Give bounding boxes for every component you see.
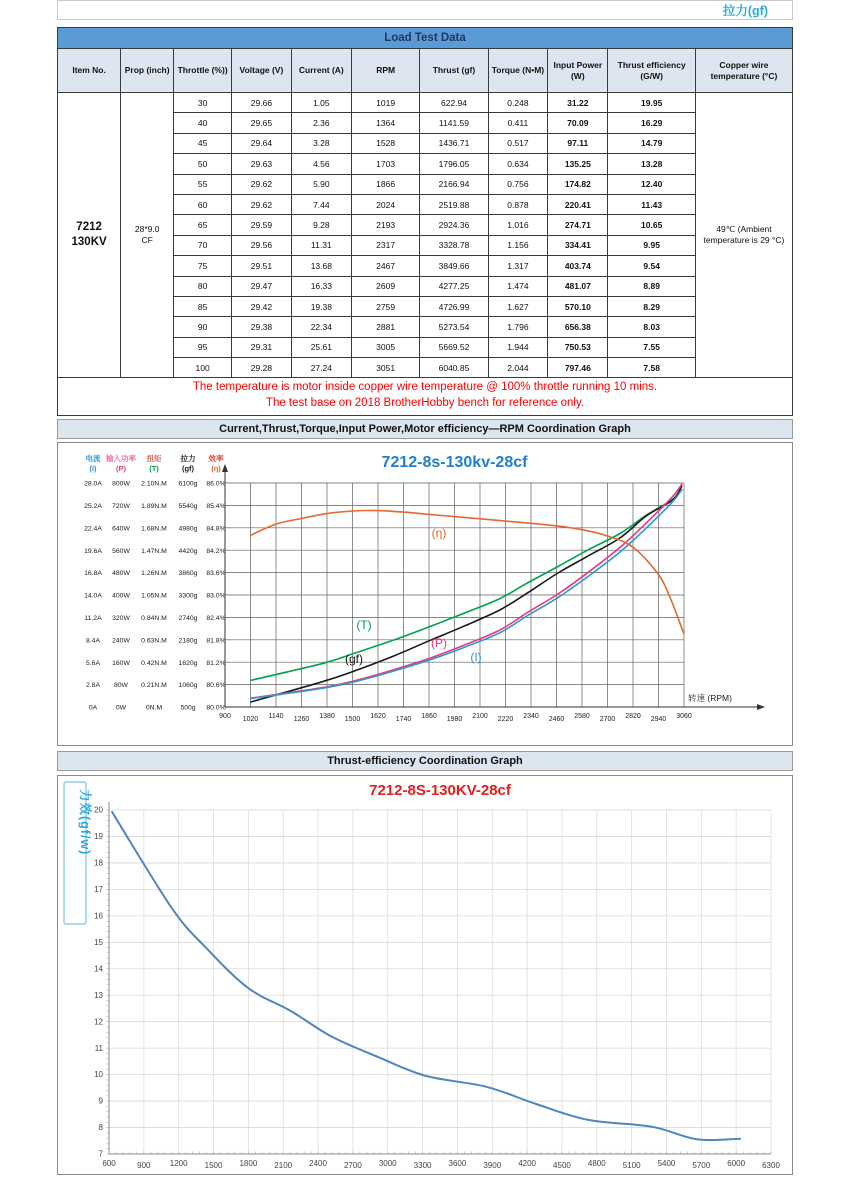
cell-11-7: 8.03 (608, 317, 695, 337)
y-tick-label: 18 (94, 858, 103, 868)
cell-2-0: 45 (174, 133, 232, 153)
axis-tick-label: 6100g (178, 480, 198, 488)
axis-tick-label: 1.89N.M (141, 502, 167, 510)
axis-tick-label: 800W (112, 480, 130, 488)
axis-tick-label: 81.8% (206, 636, 226, 644)
cell-1-2: 2.36 (291, 113, 351, 133)
cell-3-1: 29.63 (232, 154, 292, 174)
cell-2-2: 3.28 (291, 133, 351, 153)
cell-11-1: 29.38 (232, 317, 292, 337)
axis-tick-label: 28.0A (84, 480, 102, 488)
x-tick-label: 2400 (309, 1158, 327, 1168)
cell-0-4: 622.94 (420, 93, 488, 113)
column-header-8: Input Power (W) (548, 49, 608, 93)
axis-tick-label: 2180g (178, 636, 198, 644)
x-tick-label: 1800 (239, 1158, 258, 1168)
cell-2-1: 29.64 (232, 133, 292, 153)
axis-tick-label: 160W (112, 659, 130, 667)
cell-4-1: 29.62 (232, 174, 292, 194)
axis-tick-label: 0.21N.M (141, 681, 167, 689)
axis-tick-label: 25.2A (84, 502, 102, 510)
thrust-efficiency-curve (112, 811, 741, 1140)
axis-tick-label: 81.2% (206, 659, 226, 667)
x-tick-label: 4500 (553, 1160, 571, 1170)
y-tick-label: 20 (94, 805, 103, 815)
copper-temp-cell: 49℃ (Ambient temperature is 29 °C) (695, 93, 792, 378)
axis-tick-label: 3860g (178, 569, 198, 577)
cell-7-7: 9.95 (608, 235, 695, 255)
item-no-cell (58, 93, 121, 378)
series-curve-I (250, 489, 682, 698)
x-tick-label: 1200 (169, 1158, 188, 1168)
prop-cell (121, 93, 174, 378)
cell-4-3: 1866 (351, 174, 419, 194)
x-tick-label: 2700 (343, 1160, 362, 1170)
cell-6-3: 2193 (351, 215, 419, 235)
x-tick-label: 5700 (692, 1160, 711, 1170)
cell-3-3: 1703 (351, 154, 419, 174)
column-header-3: Voltage (V) (232, 49, 292, 93)
cell-1-1: 29.65 (232, 113, 292, 133)
curve-label-(I): (I) (470, 649, 482, 664)
axis-tick-label: 0.84N.M (141, 614, 167, 622)
x-tick-label: 1500 (204, 1160, 223, 1170)
cell-5-2: 7.44 (291, 194, 351, 214)
axis-tick-label: 16.8A (84, 569, 102, 577)
cell-0-5: 0.248 (488, 93, 548, 113)
cell-7-1: 29.56 (232, 235, 292, 255)
prop-line: CF (141, 235, 153, 246)
axis-tick-label: 560W (112, 547, 130, 555)
cell-5-5: 0.878 (488, 194, 548, 214)
temperature-note (57, 378, 793, 415)
cell-6-4: 2924.36 (420, 215, 488, 235)
cell-1-7: 16.29 (608, 113, 695, 133)
cell-7-4: 3328.78 (420, 235, 488, 255)
cell-9-5: 1.474 (488, 276, 548, 296)
cell-8-6: 403.74 (548, 256, 608, 276)
cell-5-1: 29.62 (232, 194, 292, 214)
y-axis-arrow-icon (222, 464, 228, 472)
cell-3-7: 13.28 (608, 154, 695, 174)
y-tick-label: 7 (98, 1149, 103, 1159)
x-tick-label: 2340 (523, 712, 539, 720)
x-tick-label: 3600 (448, 1158, 467, 1168)
x-tick-label: 1500 (344, 715, 361, 723)
curve-label-(η): (η) (431, 525, 447, 540)
note-line-2: The test base on 2018 BrotherHobby bench for reference only. (265, 396, 585, 409)
x-tick-label: 1860 (421, 712, 437, 720)
column-header-5: RPM (351, 49, 419, 93)
axis-tick-label: 80.0% (206, 704, 226, 712)
cell-12-0: 95 (174, 337, 232, 357)
axis-tick-label: 3300g (178, 592, 198, 600)
cell-5-3: 2024 (351, 194, 419, 214)
x-tick-label: 1020 (242, 715, 259, 723)
axis-tick-label: 640W (112, 524, 130, 532)
table-row (58, 93, 793, 113)
y-tick-label: 9 (98, 1096, 103, 1106)
axis-col-symbol: (I) (89, 463, 97, 473)
axis-tick-label: 0W (115, 704, 127, 712)
x-tick-label: 4200 (518, 1158, 537, 1168)
y-tick-label: 16 (94, 910, 103, 920)
cell-9-4: 4277.25 (420, 276, 488, 296)
cell-8-1: 29.51 (232, 256, 292, 276)
axis-tick-label: 500g (180, 704, 196, 712)
cell-5-7: 11.43 (608, 194, 695, 214)
x-tick-label: 5100 (622, 1160, 641, 1170)
axis-tick-label: 83.0% (206, 592, 226, 600)
cell-6-6: 274.71 (548, 215, 608, 235)
axis-tick-label: 720W (112, 502, 130, 510)
cell-12-5: 1.944 (488, 337, 548, 357)
cell-10-0: 85 (174, 296, 232, 316)
x-tick-label: 2580 (574, 712, 590, 720)
axis-tick-label: 0.42N.M (141, 659, 167, 667)
cell-7-3: 2317 (351, 235, 419, 255)
cell-10-3: 2759 (351, 296, 419, 316)
cell-3-6: 135.25 (548, 154, 608, 174)
cell-7-6: 334.41 (548, 235, 608, 255)
y-tick-label: 19 (94, 831, 103, 841)
cell-5-6: 220.41 (548, 194, 608, 214)
x-tick-label: 2460 (548, 715, 565, 723)
cell-11-2: 22.34 (291, 317, 351, 337)
x-tick-label: 900 (137, 1160, 151, 1170)
axis-tick-label: 1.47N.M (141, 547, 167, 555)
cell-13-3: 3051 (351, 358, 419, 378)
axis-tick-label: 1.05N.M (141, 592, 167, 600)
axis-tick-label: 0A (88, 704, 98, 712)
table-title: Load Test Data (58, 28, 793, 49)
x-tick-label: 6000 (727, 1158, 746, 1168)
column-header-9: Thrust efficiency (G/W) (608, 49, 695, 93)
cell-4-0: 55 (174, 174, 232, 194)
cell-10-1: 29.42 (232, 296, 292, 316)
cell-1-3: 1364 (351, 113, 419, 133)
cell-13-7: 7.58 (608, 358, 695, 378)
x-axis-arrow-icon (757, 704, 765, 710)
axis-tick-label: 22.4A (84, 524, 102, 532)
x-tick-label: 600 (102, 1158, 116, 1168)
item-no-line: 7212 (76, 221, 102, 234)
axis-tick-label: 4420g (178, 547, 198, 555)
cell-11-0: 90 (174, 317, 232, 337)
cell-1-0: 40 (174, 113, 232, 133)
axis-tick-label: 2740g (178, 614, 198, 622)
cell-13-2: 27.24 (291, 358, 351, 378)
chart1-box (57, 442, 793, 746)
column-header-2: Throttle (%)) (174, 49, 232, 93)
top-strip (57, 0, 793, 20)
note-line-1: The temperature is motor inside copper wire temperature @ 100% throttle running 10 mins. (192, 381, 658, 394)
cell-13-5: 2.044 (488, 358, 548, 378)
cell-9-0: 80 (174, 276, 232, 296)
y-tick-label: 12 (94, 1016, 103, 1026)
chart2-title: 7212-8S-130KV-28cf (369, 781, 511, 799)
x-tick-label: 900 (219, 712, 231, 720)
y-tick-label: 8 (98, 1122, 103, 1132)
column-header-6: Thrust (gf) (420, 49, 488, 93)
axis-col-symbol: (P) (116, 463, 126, 473)
cell-13-4: 6040.85 (420, 358, 488, 378)
cell-3-2: 4.56 (291, 154, 351, 174)
cell-12-1: 29.31 (232, 337, 292, 357)
cell-4-6: 174.82 (548, 174, 608, 194)
chart1-title: 7212-8s-130kv-28cf (381, 453, 528, 471)
x-tick-label: 1980 (446, 715, 463, 723)
axis-tick-label: 11.2A (84, 614, 102, 622)
x-tick-label: 4800 (587, 1158, 606, 1168)
axis-tick-label: 0N.M (145, 704, 163, 712)
cell-13-0: 100 (174, 358, 232, 378)
axis-tick-label: 320W (112, 614, 130, 622)
cell-0-2: 1.05 (291, 93, 351, 113)
axis-tick-label: 240W (112, 636, 130, 644)
x-tick-label: 1260 (293, 715, 310, 723)
column-header-7: Torque (N•M) (488, 49, 548, 93)
axis-tick-label: 1.68N.M (141, 524, 167, 532)
axis-tick-label: 80W (114, 681, 128, 689)
cell-9-3: 2609 (351, 276, 419, 296)
y-axis-label: 力效(gf/w) (78, 788, 92, 855)
x-tick-label: 6300 (762, 1160, 780, 1170)
x-tick-label: 2700 (599, 715, 616, 723)
x-tick-label: 2100 (274, 1160, 293, 1170)
cell-12-6: 750.53 (548, 337, 608, 357)
cell-9-1: 29.47 (232, 276, 292, 296)
cell-1-5: 0.411 (488, 113, 548, 133)
axis-tick-label: 19.6A (84, 547, 102, 555)
cell-2-3: 1528 (351, 133, 419, 153)
cell-3-4: 1796.05 (420, 154, 488, 174)
cell-6-7: 10.65 (608, 215, 695, 235)
axis-tick-label: 84.2% (206, 547, 226, 555)
curve-label-(gf): (gf) (345, 651, 363, 666)
axis-tick-label: 8.4A (86, 636, 100, 644)
cell-11-4: 5273.54 (420, 317, 488, 337)
x-tick-label: 2940 (650, 715, 667, 723)
cell-12-4: 5669.52 (420, 337, 488, 357)
cell-4-4: 2166.94 (420, 174, 488, 194)
axis-col-name: 电流 (85, 453, 101, 463)
axis-col-name: 扭矩 (146, 453, 162, 463)
x-tick-label: 3300 (413, 1160, 432, 1170)
cell-2-7: 14.79 (608, 133, 695, 153)
axis-tick-label: 2.8A (86, 681, 100, 689)
cell-4-7: 12.40 (608, 174, 695, 194)
cell-10-7: 8.29 (608, 296, 695, 316)
y-tick-label: 13 (94, 990, 103, 1000)
axis-col-name: 效率 (208, 453, 224, 463)
x-tick-label: 3900 (483, 1160, 502, 1170)
thrust-efficiency-chart (58, 776, 792, 1174)
axis-tick-label: 5540g (178, 502, 198, 510)
y-tick-label: 11 (94, 1043, 103, 1053)
axis-col-name: 输入功率 (106, 453, 136, 463)
x-tick-label: 1620 (370, 712, 386, 720)
cell-0-0: 30 (174, 93, 232, 113)
cell-7-5: 1.156 (488, 235, 548, 255)
cell-0-1: 29.66 (232, 93, 292, 113)
datasheet-page (57, 0, 793, 1175)
cell-2-4: 1436.71 (420, 133, 488, 153)
cell-8-4: 3849.66 (420, 256, 488, 276)
cell-10-2: 19.38 (291, 296, 351, 316)
cell-10-6: 570.10 (548, 296, 608, 316)
axis-col-symbol: (gf) (181, 463, 195, 473)
cell-2-5: 0.517 (488, 133, 548, 153)
cell-11-3: 2881 (351, 317, 419, 337)
axis-tick-label: 2.10N.M (141, 480, 167, 488)
cell-3-5: 0.634 (488, 154, 548, 174)
cell-8-5: 1.317 (488, 256, 548, 276)
cell-10-4: 4726.99 (420, 296, 488, 316)
cell-8-7: 9.54 (608, 256, 695, 276)
chart2-box (57, 775, 793, 1175)
column-header-1: Prop (inch) (121, 49, 174, 93)
cell-1-6: 70.09 (548, 113, 608, 133)
axis-tick-label: 80.6% (206, 681, 226, 689)
section-header-thrust-efficiency: Thrust-efficiency Coordination Graph (57, 751, 793, 771)
top-strip-thrust-label: 拉力(gf) (722, 4, 768, 18)
y-tick-label: 10 (94, 1069, 103, 1079)
section-header-coordination-graph: Current,Thrust,Torque,Input Power,Motor efficiency—RPM Coordination Graph (57, 419, 793, 439)
axis-tick-label: 83.6% (206, 569, 226, 577)
cell-6-1: 29.59 (232, 215, 292, 235)
cell-10-5: 1.627 (488, 296, 548, 316)
x-tick-label: 2220 (497, 715, 514, 723)
cell-0-3: 1019 (351, 93, 419, 113)
cell-0-7: 19.95 (608, 93, 695, 113)
x-tick-label: 2820 (625, 712, 641, 720)
item-no-line: 130KV (71, 236, 107, 249)
axis-tick-label: 86.0% (206, 480, 226, 488)
axis-tick-label: 1060g (178, 681, 198, 689)
prop-line: 28*9.0 (134, 224, 160, 235)
cell-6-5: 1.016 (488, 215, 548, 235)
y-tick-label: 14 (94, 963, 103, 973)
axis-tick-label: 4980g (178, 524, 198, 532)
cell-2-6: 97.11 (548, 133, 608, 153)
axis-tick-label: 14.0A (84, 592, 102, 600)
axis-tick-label: 480W (112, 569, 130, 577)
x-tick-label: 3000 (378, 1158, 397, 1168)
axis-col-name: 拉力 (180, 453, 196, 463)
axis-col-symbol: (T) (149, 463, 159, 473)
x-tick-label: 1740 (395, 715, 412, 723)
cell-12-7: 7.55 (608, 337, 695, 357)
cell-13-1: 29.28 (232, 358, 292, 378)
load-test-data-table (57, 27, 793, 378)
cell-9-2: 16.33 (291, 276, 351, 296)
cell-9-7: 8.89 (608, 276, 695, 296)
axis-tick-label: 400W (112, 592, 130, 600)
cell-8-3: 2467 (351, 256, 419, 276)
cell-11-6: 656.38 (548, 317, 608, 337)
cell-4-5: 0.756 (488, 174, 548, 194)
cell-8-2: 13.68 (291, 256, 351, 276)
x-tick-label: 1140 (268, 712, 284, 720)
axis-tick-label: 1620g (178, 659, 198, 667)
cell-3-0: 50 (174, 154, 232, 174)
cell-5-4: 2519.88 (420, 194, 488, 214)
cell-8-0: 75 (174, 256, 232, 276)
cell-12-2: 25.61 (291, 337, 351, 357)
x-tick-label: 1380 (319, 712, 335, 720)
cell-6-2: 9.28 (291, 215, 351, 235)
column-header-10: Copper wire temperature (°C) (695, 49, 792, 93)
rpm-coordination-chart (58, 443, 792, 745)
cell-7-2: 11.31 (291, 235, 351, 255)
axis-tick-label: 82.4% (206, 614, 226, 622)
cell-4-2: 5.90 (291, 174, 351, 194)
y-tick-label: 15 (94, 937, 103, 947)
curve-label-(T): (T) (356, 617, 372, 632)
cell-11-5: 1.796 (488, 317, 548, 337)
cell-12-3: 3005 (351, 337, 419, 357)
cell-6-0: 65 (174, 215, 232, 235)
cell-0-6: 31.22 (548, 93, 608, 113)
curve-label-(P): (P) (431, 635, 447, 650)
axis-tick-label: 84.8% (206, 524, 226, 532)
cell-13-6: 797.46 (548, 358, 608, 378)
x-tick-label: 5400 (657, 1158, 676, 1168)
axis-tick-label: 1.26N.M (141, 569, 167, 577)
axis-col-symbol: (η) (211, 463, 221, 473)
cell-9-6: 481.07 (548, 276, 608, 296)
x-tick-label: 2100 (472, 712, 488, 720)
column-header-4: Current (A) (291, 49, 351, 93)
axis-tick-label: 0.63N.M (141, 636, 167, 644)
cell-5-0: 60 (174, 194, 232, 214)
x-axis-label: 转速 (RPM) (688, 692, 732, 703)
y-tick-label: 17 (94, 884, 103, 894)
axis-tick-label: 85.4% (206, 502, 226, 510)
x-tick-label: 3060 (676, 712, 692, 720)
column-header-0: Item No. (58, 49, 121, 93)
axis-tick-label: 5.6A (86, 659, 100, 667)
cell-1-4: 1141.59 (420, 113, 488, 133)
cell-7-0: 70 (174, 235, 232, 255)
